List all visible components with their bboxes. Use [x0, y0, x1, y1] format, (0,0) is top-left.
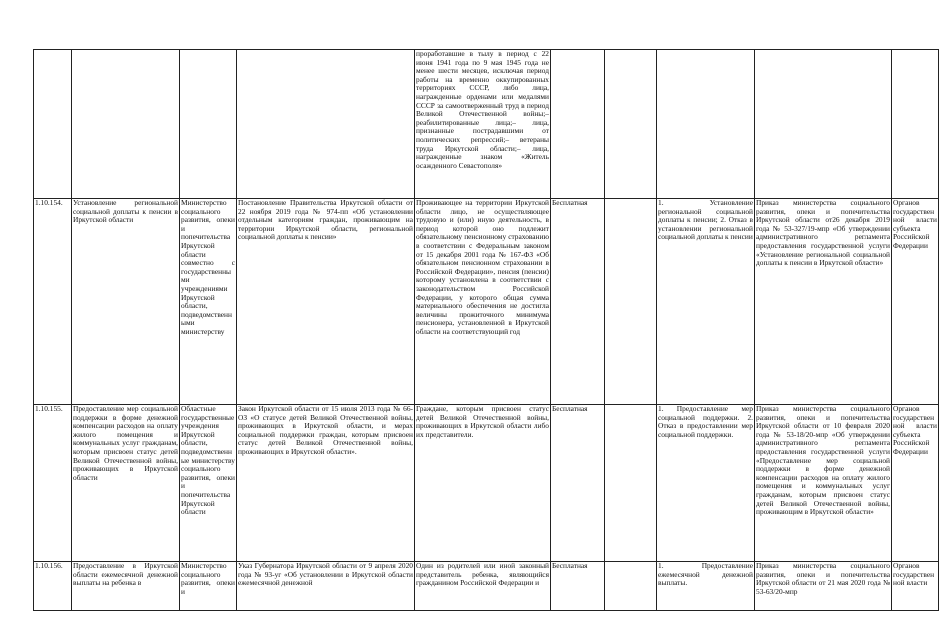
service-result: 1. Предоставление мер социальной поддержки. 2. Отказ в предоставлении мер социальной поддержки.	[657, 405, 755, 562]
fee: Бесплатная	[551, 199, 605, 405]
empty-cell	[605, 562, 657, 611]
table-row	[34, 405, 939, 562]
recipients: проработавшие в тылу в период с 22 июня 1941 года по 9 мая 1945 года не менее шести месяцев, исключая период работы на временно оккупированных территориях СССР, либо лица, награжденные орденами или медалями СССР за самоотверженный труд в период Великой Отечественной войны;– реабилитированные лица;– лица, признанные пострадавшими от политических репрессий;– ветераны труда Иркутской области;– лица, награжденные знаком «Житель осажденного Севастополя»	[415, 50, 551, 199]
row-number: 1.10.155.	[34, 405, 72, 562]
legal-act: Указ Губернатора Иркутской области от 9 апреля 2020 года № 93-уг «Об установлении в Иркутской области ежемесячной денежной	[237, 562, 415, 611]
empty-cell	[605, 405, 657, 562]
row-number: 1.10.154.	[34, 199, 72, 405]
legal-act: Закон Иркутской области от 15 июля 2013 года № 66-ОЗ «О статусе детей Великой Отечественной войны, проживающих в Иркутской области, и мерах социальной поддержки граждан, которым присвоен статус детей Великой Отечественной войны, проживающих в Иркутской области».	[237, 405, 415, 562]
recipients: Проживающее на территории Иркутской области лицо, не осуществляющее трудовую и (или) иную деятельность, в период которой оно подлежит обязательному пенсионному страхованию в соответствии с Федеральным законом от 15 декабря 2001 года № 167-ФЗ «Об обязательном пенсионном страховании в Российской Федерации», пенсия (пенсии) которому установлена в соответствии с законодательством Российской Федерации, у которого общая сумма материального обеспечения не достигла величины прожиточного минимума пенсионера, установленной в Иркутской области на соответствующий год	[415, 199, 551, 405]
empty-cell	[605, 199, 657, 405]
authority-level: Органов государственной власти	[892, 562, 939, 611]
authority-level: Органов государственной власти субъекта Российской Федерации	[892, 199, 939, 405]
fee: Бесплатная	[551, 405, 605, 562]
responsible-authority: Министерство социального развития, опеки и	[180, 562, 237, 611]
legal-act: Постановление Правительства Иркутской области от 22 ноября 2019 года № 974-пп «Об установлении отдельным категориям граждан, проживающим на территории Иркутской области, региональной социальной доплаты к пенсии»	[237, 199, 415, 405]
administrative-regulation	[755, 50, 892, 199]
service-result: 1. Предоставление ежемесячной денежной выплаты.	[657, 562, 755, 611]
fee: Бесплатная	[551, 562, 605, 611]
responsible-authority: Министерство социального развития, опеки и попечительства Иркутской области совместно с государственными учреждениями Иркутской области, подведомственными министерству	[180, 199, 237, 405]
responsible-authority	[180, 50, 237, 199]
table-row	[34, 50, 939, 199]
authority-level	[892, 50, 939, 199]
responsible-authority: Областные государственные учреждения Иркутской области, подведомственные министерству социального развития, опеки и попечительства Иркутской области	[180, 405, 237, 562]
table-row	[34, 562, 939, 611]
service-name: Предоставление в Иркутской области ежемесячной денежной выплаты на ребенка в	[72, 562, 180, 611]
recipients: Один из родителей или иной законный представитель ребенка, являющийся гражданином Российской Федерации и	[415, 562, 551, 611]
authority-level: Органов государственной власти субъекта Российской Федерации	[892, 405, 939, 562]
service-name	[72, 50, 180, 199]
administrative-regulation: Приказ министерства социального развития, опеки и попечительства Иркутской области от 10 февраля 2020 года № 53-18/20-мпр «Об утверждении административного регламента предоставления государственной услуги «Предоставление мер социальной поддержки в форме денежной компенсации расходов на оплату жилого помещения и коммунальных услуг гражданам, которым присвоен статус детей Великой Отечественной войны, проживающим в Иркутской области»	[755, 405, 892, 562]
table-row	[34, 199, 939, 405]
row-number: 1.10.156.	[34, 562, 72, 611]
administrative-regulation: Приказ министерства социального развития, опеки и попечительства Иркутской области от26 декабря 2019 года № 53-327/19-мпр «Об утверждении административного регламента предоставления государственной услуги «Установление региональной социальной доплаты к пенсии в Иркутской области»	[755, 199, 892, 405]
recipients: Граждане, которым присвоен статус детей Великой Отечественной войны, проживающих в Иркутской области либо их представители.	[415, 405, 551, 562]
row-number	[34, 50, 72, 199]
service-result	[657, 50, 755, 199]
fee	[551, 50, 605, 199]
empty-cell	[605, 50, 657, 199]
administrative-regulation: Приказ министерства социального развития, опеки и попечительства Иркутской области от 21 мая 2020 года № 53-63/20-мпр	[755, 562, 892, 611]
service-name: Предоставление мер социальной поддержки в форме денежной компенсации расходов на оплату жилого помещения и коммунальных услуг гражданам, которым присвоен статус детей Великой Отечественной войны, проживающих в Иркутской области	[72, 405, 180, 562]
service-name: Установление региональной социальной доплаты к пенсии в Иркутской области	[72, 199, 180, 405]
legal-act	[237, 50, 415, 199]
service-result: 1. Установление региональной социальной доплаты к пенсии; 2. Отказ в установлении региональной социальной доплаты к пенсии	[657, 199, 755, 405]
services-register-table	[33, 49, 939, 611]
